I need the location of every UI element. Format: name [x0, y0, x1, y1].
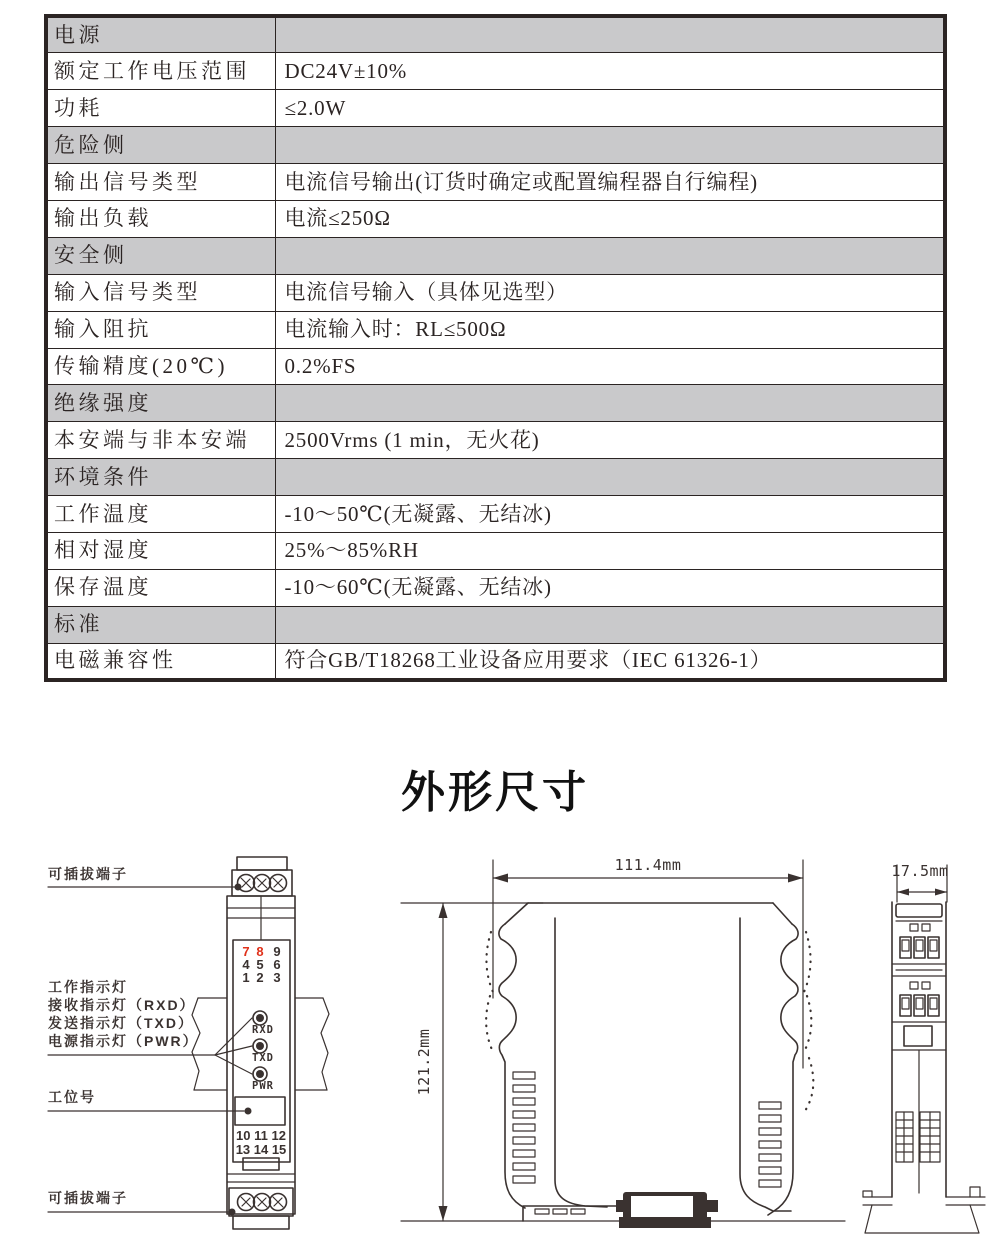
din-bus-connector — [616, 1192, 718, 1228]
svg-text:1: 1 — [242, 970, 250, 985]
spec-section-row — [46, 606, 945, 643]
label-power-indicator: 电源指示灯（PWR） — [48, 1033, 199, 1049]
svg-text:6: 6 — [273, 957, 281, 972]
spec-item-label: 功耗 — [46, 90, 275, 127]
spec-item-row — [46, 164, 945, 201]
end-width-dimension-label: 17.5mm — [891, 862, 949, 880]
spec-item-value: 符合GB/T18268工业设备应用要求（IEC 61326-1） — [275, 643, 945, 680]
label-rx-indicator: 接收指示灯（RXD） — [48, 997, 196, 1013]
spec-item-value: ≤2.0W — [275, 90, 945, 127]
spec-item-value — [275, 16, 945, 53]
spec-item-label: 传输精度(20℃) — [46, 348, 275, 385]
spec-item-row — [46, 569, 945, 606]
end-view-drawing — [858, 845, 990, 1243]
spec-item-row — [46, 348, 945, 385]
front-view-drawing — [30, 852, 330, 1243]
spec-section-row — [46, 237, 945, 274]
spec-item-label: 额定工作电压范围 — [46, 53, 275, 90]
spec-section-label: 绝缘强度 — [46, 385, 275, 422]
spec-item-label: 本安端与非本安端 — [46, 422, 275, 459]
page-title: 外形尺寸 — [401, 768, 589, 817]
spec-item-row — [46, 53, 945, 90]
spec-section-row — [46, 385, 945, 422]
label-pluggable-terminal-bottom: 可插拔端子 — [48, 1190, 128, 1206]
spec-item-value: 25%～85%RH — [275, 532, 945, 569]
spec-item-row — [46, 274, 945, 311]
svg-text:3: 3 — [273, 970, 281, 985]
spec-item-value: -10～60℃(无凝露、无结冰) — [275, 569, 945, 606]
spec-section-row — [46, 459, 945, 496]
spec-item-value — [275, 606, 945, 643]
spec-item-value: 电流信号输入（具体见选型） — [275, 274, 945, 311]
svg-text:7: 7 — [242, 944, 250, 959]
spec-item-label: 保存温度 — [46, 569, 275, 606]
label-tx-indicator: 发送指示灯（TXD） — [48, 1015, 194, 1031]
spec-item-value: 电流输入时：RL≤500Ω — [275, 311, 945, 348]
spec-item-label: 输入阻抗 — [46, 311, 275, 348]
spec-item-value — [275, 237, 945, 274]
spec-table — [44, 14, 947, 682]
spec-item-row — [46, 643, 945, 680]
svg-text:9: 9 — [273, 944, 281, 959]
led-label-rxd: RXD — [252, 1024, 274, 1036]
spec-item-row — [46, 532, 945, 569]
spec-item-label: 电磁兼容性 — [46, 643, 275, 680]
spec-item-value: 0.2%FS — [275, 348, 945, 385]
svg-text:5: 5 — [256, 957, 264, 972]
spec-section-row — [46, 16, 945, 53]
spec-item-value: DC24V±10% — [275, 53, 945, 90]
spec-item-value: -10～50℃(无凝露、无结冰) — [275, 496, 945, 533]
height-dimension-label: 121.2mm — [415, 1028, 433, 1096]
spec-item-value: 2500Vrms (1 min，无火花) — [275, 422, 945, 459]
spec-item-label: 相对湿度 — [46, 532, 275, 569]
spec-item-row — [46, 90, 945, 127]
label-station-number: 工位号 — [48, 1089, 96, 1105]
spec-item-value — [275, 385, 945, 422]
svg-text:8: 8 — [256, 944, 264, 959]
spec-item-row — [46, 311, 945, 348]
spec-item-row — [46, 496, 945, 533]
svg-text:2: 2 — [256, 970, 264, 985]
label-run-indicator: 工作指示灯 — [48, 979, 128, 995]
width-dimension-label: 111.4mm — [614, 856, 682, 874]
spec-item-value — [275, 127, 945, 164]
spec-item-value — [275, 459, 945, 496]
spec-section-row — [46, 127, 945, 164]
spec-item-label: 输入信号类型 — [46, 274, 275, 311]
led-label-pwr: PWR — [252, 1080, 274, 1092]
side-view-outline — [499, 903, 798, 1221]
spec-item-label: 输出负载 — [46, 200, 275, 237]
spec-section-label: 标准 — [46, 606, 275, 643]
spec-section-label: 危险侧 — [46, 127, 275, 164]
spec-item-label: 输出信号类型 — [46, 164, 275, 201]
spec-item-row — [46, 200, 945, 237]
label-pluggable-terminal-top: 可插拔端子 — [48, 866, 128, 882]
spec-item-row — [46, 422, 945, 459]
terminal-numbers-bottom-row2: 13 14 15 — [235, 1142, 287, 1157]
led-label-txd: TXD — [252, 1052, 274, 1064]
spec-item-label: 工作温度 — [46, 496, 275, 533]
spec-section-label: 电源 — [46, 16, 275, 53]
svg-text:4: 4 — [242, 957, 250, 972]
front-view-outline — [192, 857, 329, 1229]
terminal-numbers-bottom-row1: 10 11 12 — [236, 1128, 286, 1143]
spec-section-label: 安全侧 — [46, 237, 275, 274]
spec-item-value: 电流信号输出(订货时确定或配置编程器自行编程) — [275, 164, 945, 201]
leader-lines — [48, 884, 252, 1216]
terminal-numbers-top — [242, 944, 280, 985]
side-view-drawing — [395, 840, 855, 1243]
spec-section-label: 环境条件 — [46, 459, 275, 496]
spec-item-value: 电流≤250Ω — [275, 200, 945, 237]
end-view-outline — [863, 902, 985, 1233]
